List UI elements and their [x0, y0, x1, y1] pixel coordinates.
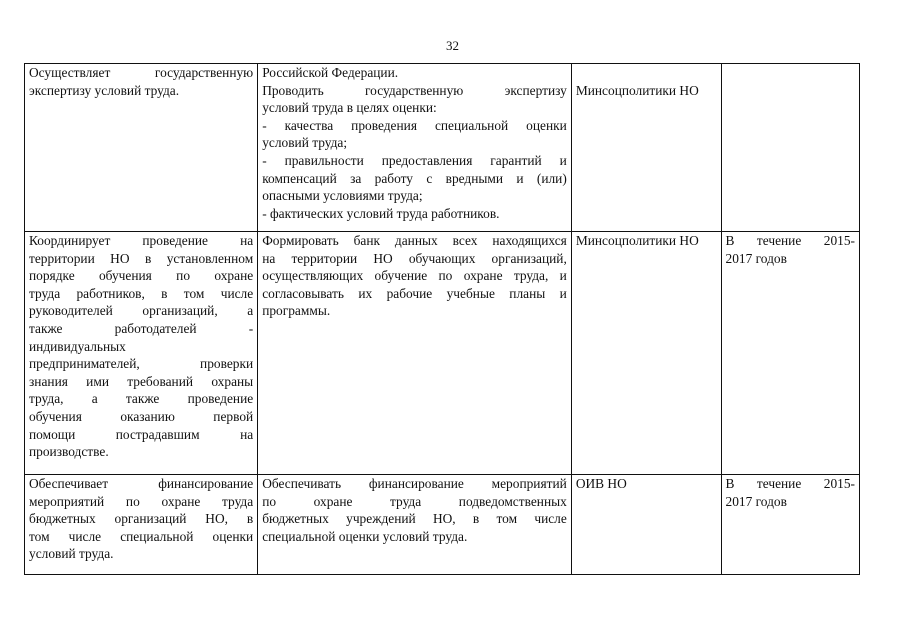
text-line: Минсоцполитики НО: [575, 233, 699, 248]
text-line: 2017 годов: [725, 493, 787, 509]
text-line: условий труда в целях оценки:: [262, 100, 437, 116]
cell-responsible: [571, 64, 721, 232]
text-line: Осуществляет государственную: [29, 65, 254, 80]
text-line: 2017 годов: [725, 250, 787, 266]
cell-function: [25, 64, 258, 232]
text-line: В течение 2015-: [725, 476, 855, 491]
cell-measure: [258, 64, 572, 232]
text-line: бюджетных организаций НО, в: [29, 511, 254, 527]
text-line: Минсоцполитики НО: [575, 82, 699, 98]
text-line: также работодателей -: [29, 320, 254, 336]
measures-table: [24, 63, 860, 575]
text-line: специальной оценки условий труда.: [262, 528, 468, 544]
text-line: Обеспечивает финансирование: [29, 476, 254, 491]
text-line: Координирует проведение на: [29, 233, 254, 248]
text-line: предпринимателей, проверки: [29, 356, 254, 372]
text-line: ОИВ НО: [575, 476, 627, 491]
text-line: опасными условиями труда;: [262, 188, 423, 204]
cell-responsible: [571, 232, 721, 475]
cell-deadline: [721, 475, 860, 575]
text-line: Обеспечивать финансирование мероприятий: [262, 476, 567, 491]
text-line: на территории НО обучающих организаций,: [262, 250, 567, 266]
text-line: бюджетных учреждений НО, в том числе: [262, 511, 567, 527]
text-line: условий труда.: [29, 546, 114, 562]
text-line: - качества проведения специальной оценки: [262, 117, 567, 133]
cell-measure: [258, 475, 572, 575]
text-line: - правильности предоставления гарантий и: [262, 152, 567, 168]
text-line: индивидуальных: [29, 338, 126, 354]
text-line: программы.: [262, 303, 331, 319]
text-line: труда, а также проведение: [29, 391, 254, 407]
page-number: 32: [446, 38, 459, 53]
text-line: обучения оказанию первой: [29, 408, 254, 424]
text-line: по охране труда подведомственных: [262, 493, 567, 509]
cell-deadline: [721, 232, 860, 475]
text-line: производстве.: [29, 444, 109, 460]
text-line: компенсаций за работу с вредными и (или): [262, 170, 567, 186]
cell-measure: [258, 232, 572, 475]
cell-function: [25, 475, 258, 575]
text-line: Российской Федерации.: [262, 65, 399, 80]
text-line: - фактических условий труда работников.: [262, 205, 500, 221]
text-line: порядке обучения по охране: [29, 268, 254, 284]
cell-deadline: [721, 64, 860, 232]
table-row: [25, 64, 860, 232]
text-line: мероприятий по охране труда: [29, 493, 254, 509]
text-line: осуществляющих обучение по охране труда, и: [262, 268, 567, 284]
cell-responsible: [571, 475, 721, 575]
text-line: руководителей организаций, а: [29, 303, 254, 319]
text-line: Проводить государственную экспертизу: [262, 82, 567, 98]
text-line: условий труда;: [262, 135, 348, 151]
text-line: экспертизу условий труда.: [29, 82, 180, 98]
table-row: [25, 232, 860, 475]
text-line: В течение 2015-: [725, 233, 855, 248]
text-line: Формировать банк данных всех находящихся: [262, 233, 567, 248]
text-line: знания ими требований охраны: [29, 373, 254, 389]
text-line: согласовывать их рабочие учебные планы и: [262, 285, 567, 301]
text-line: территории НО в установленном: [29, 250, 254, 266]
table-row: [25, 475, 860, 575]
cell-function: [25, 232, 258, 475]
text-line: том числе специальной оценки: [29, 528, 254, 544]
text-line: труда работников, в том числе: [29, 285, 254, 301]
text-line: помощи пострадавшим на: [29, 426, 254, 442]
